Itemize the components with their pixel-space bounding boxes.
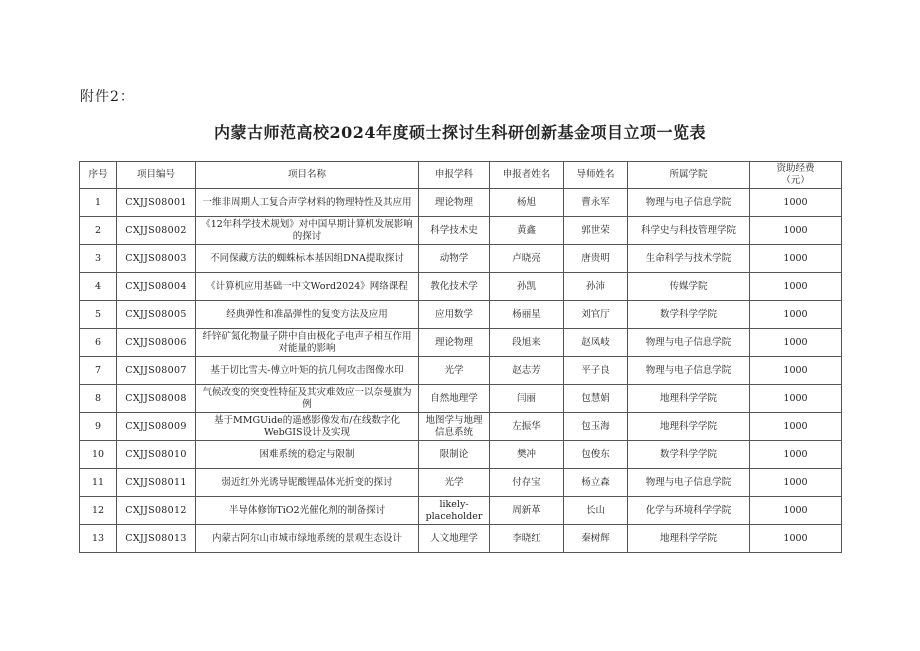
cell-code: CXJJS08005: [117, 301, 196, 329]
cell-project-name: 《计算机应用基础一中文Word2024》网络课程: [196, 273, 419, 301]
cell-advisor: 包慧娟: [564, 385, 628, 413]
cell-applicant: 杨丽星: [490, 301, 564, 329]
header-funding-line2: （元）: [781, 175, 810, 186]
cell-funding: 1000: [750, 301, 842, 329]
cell-advisor: 刘官厅: [564, 301, 628, 329]
table-row: [80, 497, 842, 525]
table-row: [80, 329, 842, 357]
cell-advisor: 杨立森: [564, 469, 628, 497]
cell-project-name: 半导体修饰TiO2光催化剂的制备探讨: [196, 497, 419, 525]
header-row: [80, 162, 842, 189]
cell-subject: 教化技术学: [419, 273, 490, 301]
cell-no: 3: [80, 245, 117, 273]
header-code: 项目编号: [117, 162, 196, 189]
cell-funding: 1000: [750, 525, 842, 553]
cell-applicant: 黄鑫: [490, 217, 564, 245]
cell-applicant: 卢晓亮: [490, 245, 564, 273]
cell-college: 物理与电子信息学院: [628, 357, 750, 385]
cell-subject: 人文地理学: [419, 525, 490, 553]
cell-no: 4: [80, 273, 117, 301]
cell-no: 11: [80, 469, 117, 497]
table-row: [80, 385, 842, 413]
cell-college: 传媒学院: [628, 273, 750, 301]
attachment-label: 附件2：: [80, 89, 135, 105]
cell-subject: 限制论: [419, 441, 490, 469]
cell-funding: 1000: [750, 245, 842, 273]
cell-code: CXJJS08001: [117, 189, 196, 217]
cell-funding: 1000: [750, 469, 842, 497]
table-row: [80, 469, 842, 497]
header-funding-line1: 资助经费: [776, 163, 815, 174]
project-table: [79, 161, 842, 553]
cell-applicant: 李晓红: [490, 525, 564, 553]
cell-project-name: 内蒙古阿尔山市城市绿地系统的景观生态设计: [196, 525, 419, 553]
table-row: [80, 357, 842, 385]
table-row: [80, 441, 842, 469]
cell-college: 物理与电子信息学院: [628, 329, 750, 357]
cell-code: CXJJS08009: [117, 413, 196, 441]
header-funding: [750, 162, 842, 189]
cell-code: CXJJS08013: [117, 525, 196, 553]
cell-code: CXJJS08002: [117, 217, 196, 245]
cell-code: CXJJS08011: [117, 469, 196, 497]
cell-college: 生命科学与技术学院: [628, 245, 750, 273]
cell-applicant: 闫丽: [490, 385, 564, 413]
cell-code: CXJJS08004: [117, 273, 196, 301]
cell-subject: 自然地理学: [419, 385, 490, 413]
cell-college: 数学科学学院: [628, 441, 750, 469]
cell-subject: 科学技术史: [419, 217, 490, 245]
table-row: [80, 245, 842, 273]
cell-college: 地理科学学院: [628, 413, 750, 441]
header-name: 项目名称: [196, 162, 419, 189]
cell-no: 1: [80, 189, 117, 217]
cell-applicant: 段旭来: [490, 329, 564, 357]
cell-college: 物理与电子信息学院: [628, 469, 750, 497]
cell-project-name: 基于MMGUide的遥感影像发布/在线数字化WebGIS设计及实现: [196, 413, 419, 441]
table-row: [80, 301, 842, 329]
cell-no: 10: [80, 441, 117, 469]
cell-college: 科学史与科技管理学院: [628, 217, 750, 245]
cell-project-name: 一维非周期人工复合声学材料的物理特性及其应用: [196, 189, 419, 217]
cell-project-name: 基于切比雪夫-傅立叶矩的抗几何攻击图像水印: [196, 357, 419, 385]
header-subject: 申报学科: [419, 162, 490, 189]
cell-applicant: 赵志芳: [490, 357, 564, 385]
cell-subject: 动物学: [419, 245, 490, 273]
cell-subject: likely-placeholder: [419, 497, 490, 525]
cell-funding: 1000: [750, 217, 842, 245]
cell-subject: 理论物理: [419, 189, 490, 217]
cell-project-name: 困难系统的稳定与限制: [196, 441, 419, 469]
cell-advisor: 唐贵明: [564, 245, 628, 273]
cell-project-name: 经典弹性和准晶弹性的复变方法及应用: [196, 301, 419, 329]
cell-applicant: 杨旭: [490, 189, 564, 217]
cell-funding: 1000: [750, 441, 842, 469]
cell-no: 5: [80, 301, 117, 329]
cell-funding: 1000: [750, 189, 842, 217]
cell-no: 6: [80, 329, 117, 357]
cell-code: CXJJS08010: [117, 441, 196, 469]
cell-code: CXJJS08007: [117, 357, 196, 385]
cell-applicant: 樊冲: [490, 441, 564, 469]
cell-code: CXJJS08006: [117, 329, 196, 357]
cell-college: 地理科学学院: [628, 385, 750, 413]
cell-subject: 地图学与地理信息系统: [419, 413, 490, 441]
cell-college: 物理与电子信息学院: [628, 189, 750, 217]
table-row: [80, 217, 842, 245]
header-no: 序号: [80, 162, 117, 189]
document-title: 内蒙古师范高校2024年度硕士探讨生科研创新基金项目立项一览表: [213, 123, 707, 142]
cell-advisor: 曹永军: [564, 189, 628, 217]
table-row: [80, 189, 842, 217]
cell-project-name: 气候改变的突变性特征及其灾难效应一以奈曼旗为例: [196, 385, 419, 413]
cell-project-name: 不同保藏方法的蜘蛛标本基因组DNA提取探讨: [196, 245, 419, 273]
cell-applicant: 周新革: [490, 497, 564, 525]
cell-code: CXJJS08012: [117, 497, 196, 525]
cell-subject: 理论物理: [419, 329, 490, 357]
cell-project-name: 纤锌矿氮化物量子阱中自由极化子电声子相互作用对能量的影响: [196, 329, 419, 357]
cell-no: 8: [80, 385, 117, 413]
cell-funding: 1000: [750, 357, 842, 385]
cell-subject: 光学: [419, 357, 490, 385]
cell-no: 12: [80, 497, 117, 525]
header-applicant: 申报者姓名: [490, 162, 564, 189]
cell-no: 2: [80, 217, 117, 245]
cell-applicant: 左振华: [490, 413, 564, 441]
cell-advisor: 包俊东: [564, 441, 628, 469]
cell-subject: 光学: [419, 469, 490, 497]
cell-no: 7: [80, 357, 117, 385]
cell-applicant: 付存宝: [490, 469, 564, 497]
cell-code: CXJJS08008: [117, 385, 196, 413]
cell-project-name: 弱近红外光诱导铌酸锂晶体光折变的探讨: [196, 469, 419, 497]
cell-advisor: 赵凤岐: [564, 329, 628, 357]
cell-advisor: 包玉海: [564, 413, 628, 441]
header-advisor: 导师姓名: [564, 162, 628, 189]
cell-funding: 1000: [750, 413, 842, 441]
cell-advisor: 孙沛: [564, 273, 628, 301]
cell-advisor: 平子良: [564, 357, 628, 385]
cell-applicant: 孙凯: [490, 273, 564, 301]
cell-project-name: 《12年科学技术规划》对中国早期计算机发展影响的探讨: [196, 217, 419, 245]
cell-college: 地理科学学院: [628, 525, 750, 553]
cell-no: 9: [80, 413, 117, 441]
cell-college: 化学与环境科学学院: [628, 497, 750, 525]
cell-advisor: 秦树辉: [564, 525, 628, 553]
table-row: [80, 413, 842, 441]
cell-college: 数学科学学院: [628, 301, 750, 329]
cell-funding: 1000: [750, 329, 842, 357]
cell-advisor: 郭世荣: [564, 217, 628, 245]
cell-advisor: 长山: [564, 497, 628, 525]
table-row: [80, 273, 842, 301]
cell-no: 13: [80, 525, 117, 553]
cell-funding: 1000: [750, 273, 842, 301]
header-college: 所属学院: [628, 162, 750, 189]
cell-funding: 1000: [750, 385, 842, 413]
cell-funding: 1000: [750, 497, 842, 525]
table-row: [80, 525, 842, 553]
cell-subject: 应用数学: [419, 301, 490, 329]
cell-code: CXJJS08003: [117, 245, 196, 273]
